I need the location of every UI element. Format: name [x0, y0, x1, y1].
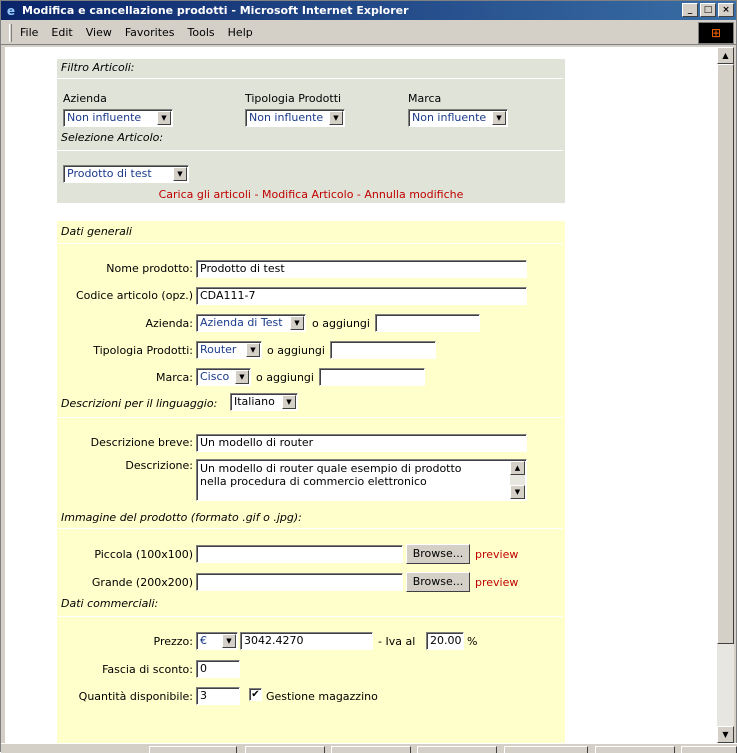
lingua-select[interactable] [230, 393, 298, 411]
divider [57, 417, 563, 418]
sconto-input[interactable]: 0 [196, 660, 240, 678]
chevron-down-icon: ▼ [246, 343, 260, 357]
filter-azienda-value: Non influente [67, 111, 142, 124]
azienda-select[interactable] [196, 314, 306, 332]
descrizione-textarea[interactable] [196, 459, 527, 501]
tipologia-label: Tipologia Prodotti: [93, 344, 193, 357]
chevron-down-icon: ▼ [157, 111, 171, 125]
articolo-select[interactable] [63, 165, 189, 183]
chevron-down-icon: ▼ [329, 111, 343, 125]
scroll-down-icon[interactable]: ▼ [510, 485, 525, 499]
divider [57, 150, 563, 151]
chevron-down-icon: ▼ [290, 316, 304, 330]
scroll-up-icon[interactable]: ▲ [717, 47, 734, 64]
chevron-down-icon: ▼ [492, 111, 506, 125]
windows-logo-icon: ⊞ [698, 22, 734, 44]
page-content [5, 47, 717, 743]
chevron-down-icon: ▼ [173, 167, 187, 181]
piccola-browse-button[interactable]: Browse... [406, 544, 470, 564]
magazzino-checkbox[interactable]: ✔ [249, 688, 262, 701]
descrizione-breve-label: Descrizione breve: [90, 436, 193, 449]
toolbar-grip [9, 24, 12, 42]
tipologia-aggiungi-input[interactable] [330, 341, 436, 359]
page-scrollbar[interactable] [717, 47, 734, 743]
magazzino-label: Gestione magazzino [266, 690, 378, 703]
selezione-section-title: Selezione Articolo: [61, 131, 164, 144]
nome-label: Nome prodotto: [106, 262, 193, 275]
azienda-label: Azienda: [145, 317, 193, 330]
marca-select[interactable] [196, 368, 251, 386]
filter-tipologia-value: Non influente [249, 111, 324, 124]
title-bar [1, 1, 736, 20]
divider [57, 616, 563, 617]
close-button[interactable]: × [718, 3, 734, 17]
descrizione-line: Un modello di router quale esempio di prodotto [200, 462, 462, 475]
menu-help[interactable]: Help [227, 26, 253, 39]
grande-preview-link[interactable]: preview [475, 576, 519, 589]
marca-aggiungi-label: o aggiungi [256, 371, 314, 384]
filter-tipologia-label: Tipologia Prodotti [245, 92, 342, 105]
prezzo-input[interactable]: 3042.4270 [240, 632, 373, 650]
piccola-label: Piccola (100x100) [94, 548, 193, 561]
minimize-button[interactable]: _ [682, 3, 698, 17]
filter-azienda-label: Azienda [63, 92, 107, 105]
descrizione-breve-input[interactable]: Un modello di router [196, 434, 527, 452]
marca-value: Cisco [200, 370, 230, 383]
filter-section-title: Filtro Articoli: [61, 61, 135, 74]
divider [57, 243, 563, 244]
filter-tipologia-select[interactable] [245, 109, 345, 127]
chevron-down-icon: ▼ [235, 370, 249, 384]
generali-section-title: Dati generali [61, 225, 132, 238]
scroll-up-icon[interactable]: ▲ [510, 461, 525, 475]
menu-file[interactable]: File [20, 26, 39, 39]
codice-input[interactable]: CDA111-7 [196, 287, 527, 305]
descrizione-line: nella procedura di commercio elettronico [200, 475, 427, 488]
azienda-aggiungi-label: o aggiungi [312, 317, 370, 330]
articolo-value: Prodotto di test [67, 167, 152, 180]
immagine-section-title: Immagine del prodotto (formato .gif o .jpg): [61, 511, 302, 524]
link-separator: - [353, 188, 365, 201]
chevron-down-icon: ▼ [282, 395, 296, 409]
grande-label: Grande (200x200) [91, 576, 193, 589]
tipologia-value: Router [200, 343, 237, 356]
maximize-button[interactable]: □ [700, 3, 716, 17]
menu-bar [1, 21, 736, 45]
percent-label: % [467, 635, 478, 648]
marca-label: Marca: [155, 371, 193, 384]
product-form-panel [57, 221, 565, 743]
azienda-value: Azienda di Test [200, 316, 283, 329]
tipologia-aggiungi-label: o aggiungi [267, 344, 325, 357]
divider [57, 528, 563, 529]
descrizioni-section-title: Descrizioni per il linguaggio: [61, 397, 218, 410]
grande-file-input[interactable] [196, 573, 403, 591]
action-links [57, 188, 565, 201]
filter-panel [57, 59, 565, 203]
menu-edit[interactable]: Edit [51, 26, 73, 39]
modifica-articolo-link[interactable]: Modifica Articolo [261, 188, 354, 201]
lingua-value: Italiano [234, 395, 275, 408]
window-title: Modifica e cancellazione prodotti - Microsoft Internet Explorer [22, 4, 409, 17]
quantita-input[interactable]: 3 [196, 687, 240, 705]
filter-marca-label: Marca [408, 92, 442, 105]
quantita-label: Quantità disponibile: [78, 690, 193, 703]
azienda-aggiungi-input[interactable] [375, 314, 480, 332]
menu-view[interactable]: View [85, 26, 112, 39]
scroll-down-icon[interactable]: ▼ [717, 726, 734, 743]
annulla-modifiche-link[interactable]: Annulla modifiche [364, 188, 464, 201]
menu-tools[interactable]: Tools [187, 26, 215, 39]
menu-favorites[interactable]: Favorites [124, 26, 175, 39]
ie-icon: e [6, 3, 16, 18]
grande-browse-button[interactable]: Browse... [406, 572, 470, 592]
valuta-select[interactable] [196, 632, 238, 650]
piccola-preview-link[interactable]: preview [475, 548, 519, 561]
link-separator: - [251, 188, 262, 201]
codice-label: Codice articolo (opz.) [75, 289, 193, 302]
marca-aggiungi-input[interactable] [319, 368, 425, 386]
sconto-label: Fascia di sconto: [102, 663, 193, 676]
nome-input[interactable]: Prodotto di test [196, 260, 527, 278]
chevron-down-icon: ▼ [222, 634, 236, 648]
prezzo-label: Prezzo: [153, 635, 193, 648]
iva-input[interactable]: 20.00 [426, 632, 464, 650]
tipologia-select[interactable] [196, 341, 262, 359]
scroll-thumb[interactable] [717, 64, 734, 644]
divider [57, 78, 563, 79]
filter-azienda-select[interactable] [63, 109, 173, 127]
textarea-scrollbar[interactable] [510, 461, 525, 499]
valuta-value: € [200, 634, 207, 647]
commerciali-section-title: Dati commerciali: [61, 597, 159, 610]
carica-articoli-link[interactable]: Carica gli articoli [158, 188, 251, 201]
piccola-file-input[interactable] [196, 545, 403, 563]
iva-label: - Iva al [378, 635, 416, 648]
descrizione-label: Descrizione: [125, 459, 193, 472]
filter-marca-value: Non influente [412, 111, 487, 124]
filter-marca-select[interactable] [408, 109, 508, 127]
